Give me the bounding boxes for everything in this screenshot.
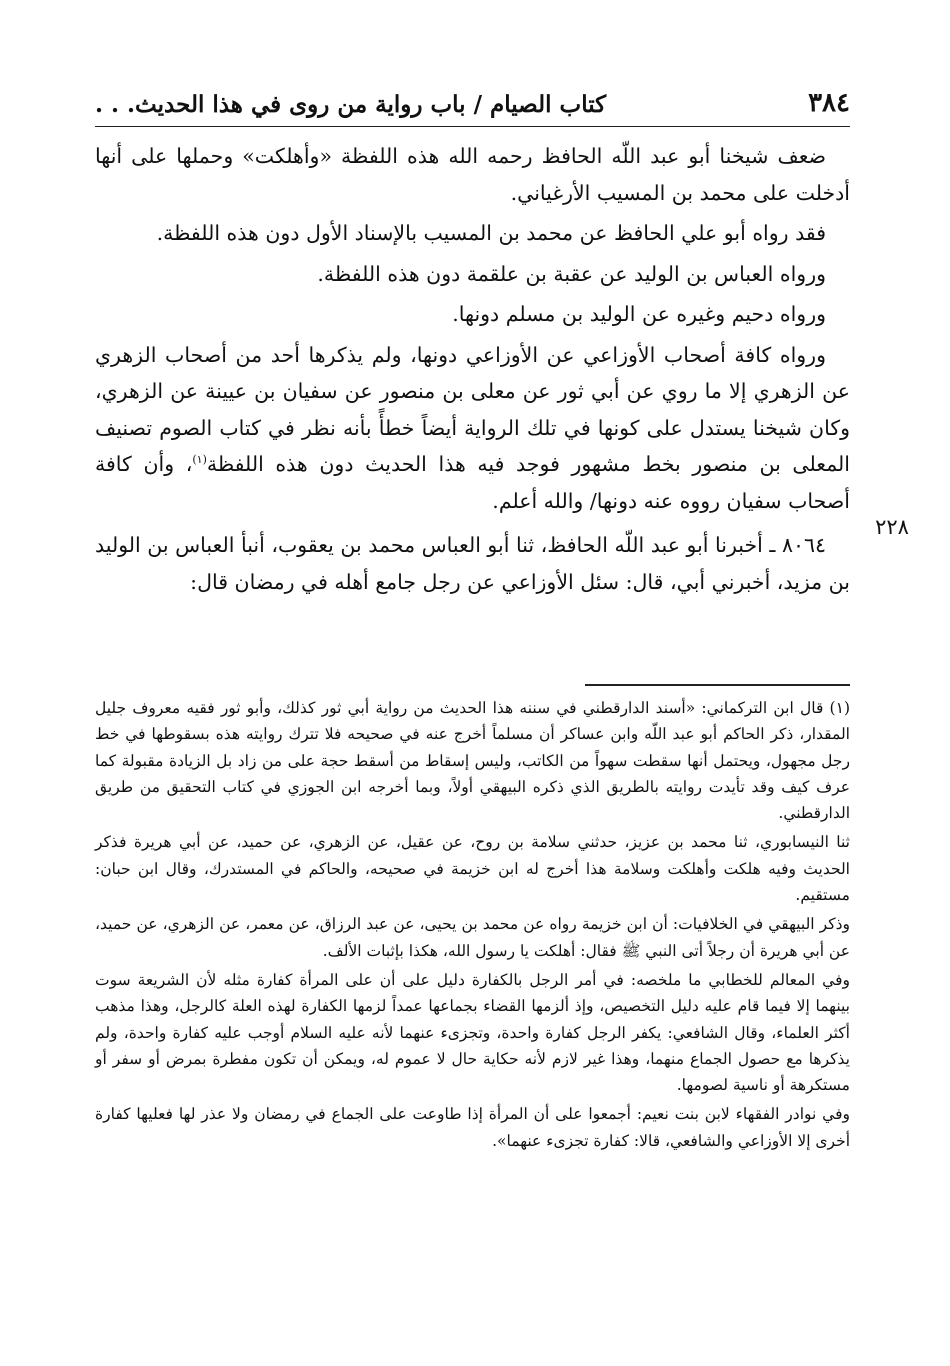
main-text (95, 138, 850, 604)
footnote-paragraph: (١) قال ابن التركماني: «أسند الدارقطني في سننه هذا الحديث من رواية أبي ثور كذلك، وأبو ثور فقيه معروف جليل المقدار، ذكر الحاكم أبو عبد اللّه وابن عساكر أن مسلماً أخرج عنه في صحيحه فلا تترك روايته هذه بسقوطها في خط رجل مجهول، ويحتمل أنها سقطت سهواً من الكاتب، وليس إسقاط من أسقط حجة على من زاد بل الزيادة مقبولة كما عرف كيف وقد تأيدت روايته بالطريق الذي ذكره البيهقي أولاً، وبما أخرجه ابن الجوزي في كتاب التحقيق من طريق الدارقطني. (95, 699, 850, 823)
paragraph-text: ، وأن كافة أصحاب سفيان رووه عنه دونها/ والله أعلم. (95, 452, 850, 513)
running-title: كتاب الصيام / باب رواية من روى في هذا الحديث. . . (95, 91, 607, 118)
footnote-paragraph: وفي نوادر الفقهاء لابن بنت نعيم: أجمعوا على أن المرأة إذا طاوعت على الجماع في رمضان ولا عذر لها فعليها كفارة أخرى إلا الأوزاعي والشافعي، قالا: كفارة تجزىء عنهما». (95, 1105, 850, 1150)
footnote-paragraph: وفي المعالم للخطابي ما ملخصه: في أمر الرجل بالكفارة دليل على أن على المرأة كفارة مثله لأن الشريعة سوت بينهما إلا فيما قام عليه دليل التخصيص، وإذ ألزمها القضاء بجماعها عمداً لزمها الكفارة لهذه العلة كالرجل، وهذا مذهب أكثر العلماء، وقال الشافعي: يكفر الرجل كفارة واحدة، وتجزىء عنهما لأنه عليه السلام أوجب عليه كفارة واحدة، ولم يذكرها مع حصول الجماع منهما، وهذا غير لازم لأنه حكاية حال لا عموم له، ويمكن أن تكون مفطرة بمرض أو سفر أو مستكرهة أو ناسية لصومها. (95, 970, 850, 1095)
paragraph: ورواه دحيم وغيره عن الوليد بن مسلم دونها. (452, 302, 826, 326)
paragraph: فقد رواه أبو علي الحافظ عن محمد بن المسيب بالإسناد الأول دون هذه اللفظة. (156, 221, 826, 245)
paragraph: ورواه العباس بن الوليد عن عقبة بن علقمة دون هذه اللفظة. (317, 261, 826, 286)
footnote-divider (585, 684, 850, 686)
paragraph (95, 337, 850, 520)
paragraph-text: ورواه كافة أصحاب الأوزاعي عن الأوزاعي دونها، ولم يذكرها أحد من أصحاب الزهري عن الزهري إلا ما روي عن أبي ثور عن معلى بن منصور عن سفيان بن عيينة عن الزهري، وكان شيخنا يستدل على كونها في تلك الرواية أيضاً خطأً بأنه نظر في كتاب الصوم تصنيف المعلى بن منصور بخط مشهور فوجد فيه هذا الحديث دون هذه اللفظة (95, 342, 850, 476)
footnote-paragraph: ثنا النيسابوري، ثنا محمد بن عزيز، حدثني سلامة بن روح، عن عقيل، عن الزهري، عن حميد، عن أبي هريرة فذكر الحديث وفيه هلكت وأهلكت وسلامة هذا أخرج له ابن خزيمة في صحيحه، والحاكم في المستدرك، وقال ابن حبان: مستقيم. (95, 833, 850, 905)
margin-page-number: ٢٢٨ (875, 515, 909, 539)
page-number: ٣٨٤ (808, 88, 850, 118)
paragraph: ضعف شيخنا أبو عبد اللّه الحافظ رحمه الله هذه اللفظة «وأهلكت» وحملها على أنها أدخلت على محمد بن المسيب الأرغياني. (95, 144, 850, 205)
footnotes (95, 695, 850, 1157)
footnote-ref: (١) (192, 453, 207, 467)
page-header (95, 78, 850, 127)
footnote-paragraph: وذكر البيهقي في الخلافيات: أن ابن خزيمة رواه عن محمد بن يحيى، عن عبد الرزاق، عن معمر، عن الزهري، عن حميد، عن أبي هريرة أن رجلاً أتى النبي ﷺ فقال: أهلكت يا رسول الله، هكذا بإثبات الألف. (95, 915, 850, 960)
hadith-paragraph: ٨٠٦٤ ـ أخبرنا أبو عبد اللّه الحافظ، ثنا أبو العباس محمد بن يعقوب، أنبأ العباس بن الوليد بن مزيد، أخبرني أبي، قال: سئل الأوزاعي عن رجل جامع أهله في رمضان قال: (95, 533, 850, 594)
